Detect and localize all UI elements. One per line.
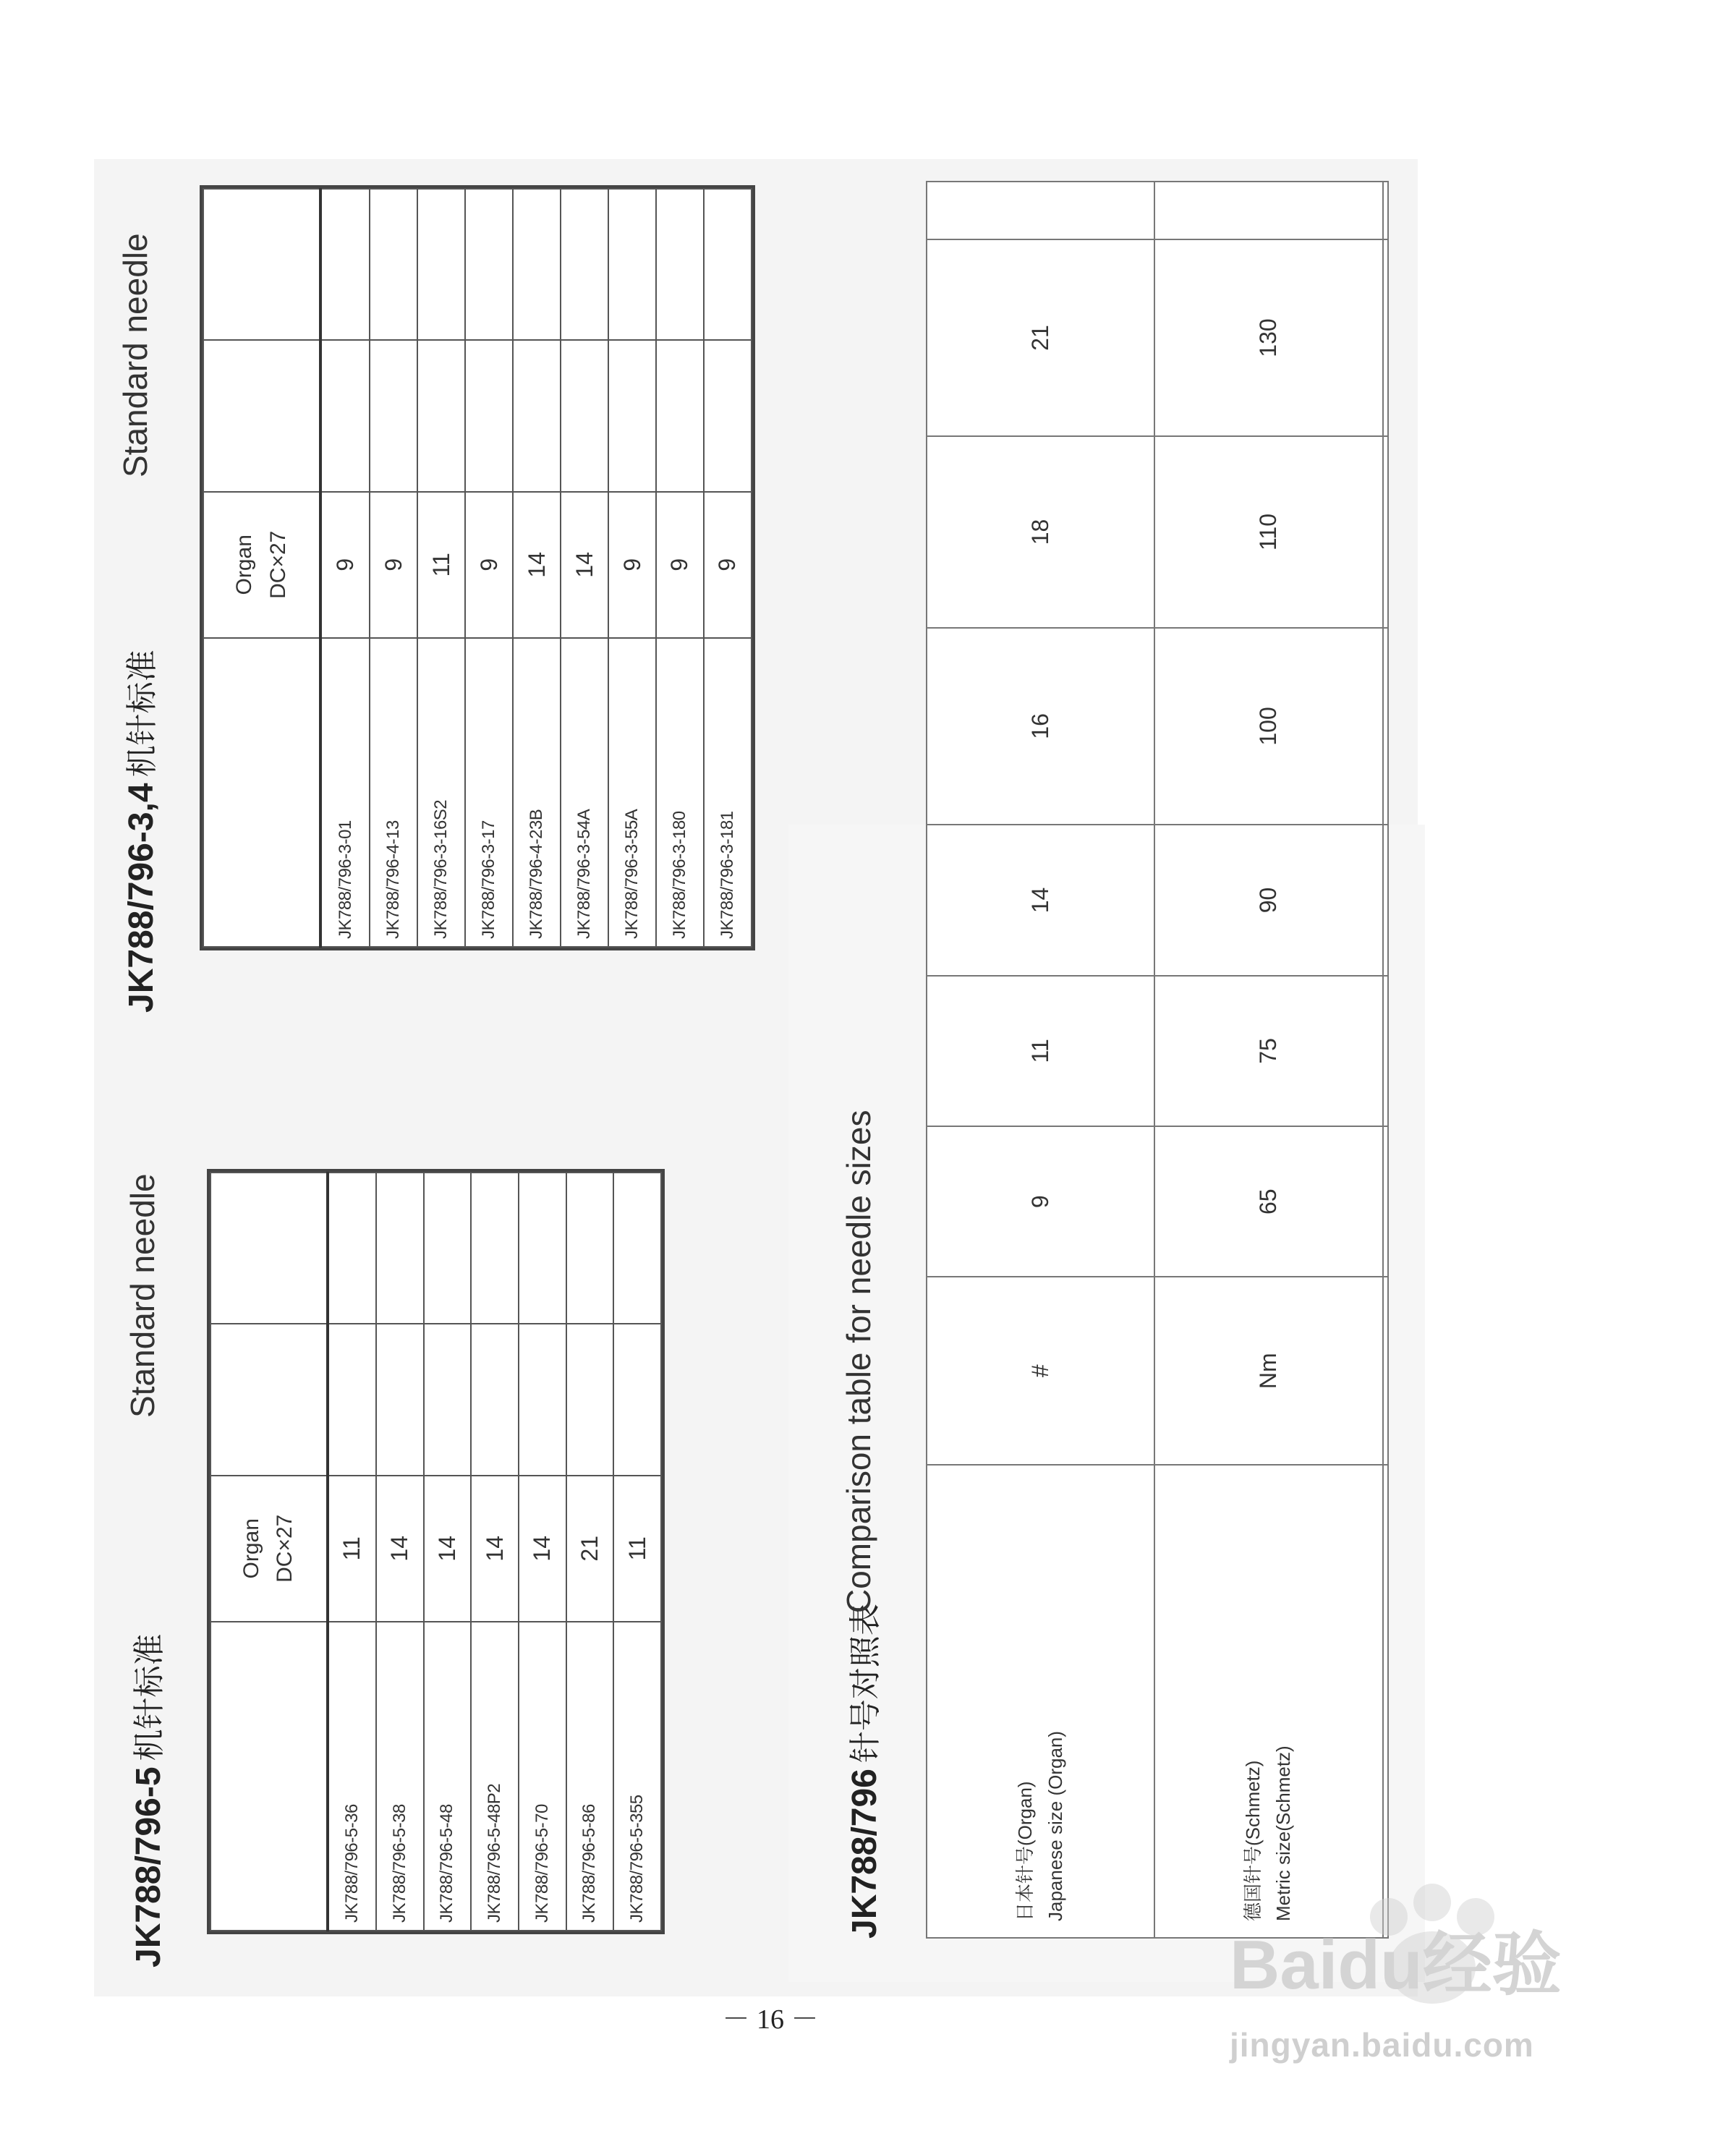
watermark-brand: Baidu经验	[1230, 1926, 1562, 2004]
blank-header-cell	[210, 1173, 328, 1324]
needle-size-cell: 14	[376, 1476, 424, 1622]
table-row	[513, 189, 561, 947]
needle-size-cell: 9	[320, 492, 370, 638]
table3-en-title: Comparison table for needle sizes	[840, 1110, 877, 1613]
organ-label: Organ	[239, 1518, 263, 1579]
size-value-cell: 130	[1154, 239, 1382, 437]
size-label-en: Metric size(Schmetz)	[1272, 1745, 1294, 1921]
size-value-cell: 11	[927, 976, 1154, 1126]
empty-cell	[519, 1324, 566, 1475]
needle-size-cell: 9	[465, 492, 513, 638]
needle-model-cell: JK788/796-5-70	[519, 1622, 566, 1931]
empty-cell	[1383, 1277, 1388, 1465]
organ-header-cell	[210, 1476, 328, 1622]
needle-model-cell: JK788/796-3-181	[704, 638, 752, 947]
needle-size-cell: 9	[370, 492, 417, 638]
needle-model-cell: JK788/796-5-36	[328, 1622, 376, 1931]
needle-model-cell: JK788/796-5-38	[376, 1622, 424, 1931]
size-value-cell: 9	[927, 1126, 1154, 1277]
size-label-cn: 日本针号(Organ)	[1014, 1781, 1037, 1921]
table-row	[417, 189, 465, 947]
comparison-row	[1383, 182, 1388, 1938]
size-value-cell: 16	[927, 628, 1154, 825]
empty-cell	[424, 1173, 472, 1324]
empty-cell	[566, 1173, 614, 1324]
table2-cn-title: 机针标准	[124, 650, 160, 778]
dc27-label: DC×27	[265, 530, 290, 599]
table1-model-title: JK788/796-5	[129, 1766, 168, 1968]
needle-size-cell: 11	[328, 1476, 376, 1622]
comparison-table	[926, 181, 1389, 1939]
empty-cell	[328, 1173, 376, 1324]
dc27-label: DC×27	[273, 1514, 297, 1583]
blank-header-cell	[210, 1622, 328, 1931]
table3-model-title: JK788/796	[846, 1769, 884, 1939]
empty-cell	[370, 340, 417, 491]
table-row	[370, 189, 417, 947]
empty-cell	[376, 1324, 424, 1475]
empty-cell	[927, 182, 1154, 239]
table2-en-title: Standard needle	[116, 233, 154, 477]
empty-cell	[370, 189, 417, 340]
empty-cell	[320, 189, 370, 340]
empty-cell	[613, 1173, 661, 1324]
size-label-cn: 德国针号(Schmetz)	[1242, 1760, 1264, 1921]
empty-cell	[376, 1173, 424, 1324]
table2	[203, 188, 752, 948]
unit-cell: Nm	[1154, 1277, 1382, 1465]
size-label-cell	[927, 1465, 1154, 1938]
needle-model-cell: JK788/796-5-355	[613, 1622, 661, 1931]
empty-cell	[471, 1173, 519, 1324]
page-number: － 16 －	[722, 2004, 819, 2035]
needle-size-cell: 11	[613, 1476, 661, 1622]
size-value-cell: 100	[1154, 628, 1382, 825]
empty-cell	[1383, 182, 1388, 239]
size-value-cell: 110	[1154, 436, 1382, 627]
table-row	[656, 189, 704, 947]
needle-size-cell: 9	[608, 492, 656, 638]
blank-header-cell	[203, 340, 320, 491]
table3-cn-title: 针号对照表	[848, 1604, 883, 1764]
empty-cell	[704, 189, 752, 340]
needle-model-cell: JK788/796-5-86	[566, 1622, 614, 1931]
empty-cell	[566, 1324, 614, 1475]
table-row	[561, 189, 608, 947]
empty-cell	[1154, 182, 1382, 239]
table-row	[320, 189, 370, 947]
table-row	[328, 1173, 376, 1931]
organ-label: Organ	[232, 535, 257, 595]
header-row	[210, 1173, 328, 1931]
empty-cell	[1383, 976, 1388, 1126]
table1	[210, 1172, 662, 1931]
needle-size-cell: 21	[566, 1476, 614, 1622]
table-row	[608, 189, 656, 947]
header-row	[203, 189, 320, 947]
needle-model-cell: JK788/796-5-48	[424, 1622, 472, 1931]
size-value-cell: 75	[1154, 976, 1382, 1126]
size-value-cell: 18	[927, 436, 1154, 627]
empty-cell	[704, 340, 752, 491]
empty-cell	[519, 1173, 566, 1324]
needle-size-cell: 14	[561, 492, 608, 638]
table-row	[376, 1173, 424, 1931]
table-row	[465, 189, 513, 947]
empty-cell	[424, 1324, 472, 1475]
size-value-cell: 14	[927, 825, 1154, 975]
empty-cell	[608, 340, 656, 491]
table1-en-title: Standard needle	[124, 1173, 161, 1418]
empty-cell	[561, 189, 608, 340]
needle-model-cell: JK788/796-3-17	[465, 638, 513, 947]
empty-cell	[320, 340, 370, 491]
empty-cell	[465, 340, 513, 491]
comparison-row	[927, 182, 1154, 1938]
needle-size-cell: 14	[519, 1476, 566, 1622]
empty-cell	[1383, 239, 1388, 437]
table-row	[613, 1173, 661, 1931]
size-label-en: Japanese size (Organ)	[1044, 1730, 1066, 1921]
empty-cell	[513, 189, 561, 340]
blank-header-cell	[210, 1324, 328, 1475]
blank-header-cell	[203, 638, 320, 947]
size-value-cell: 90	[1154, 825, 1382, 975]
needle-size-cell: 9	[656, 492, 704, 638]
empty-cell	[1383, 436, 1388, 627]
empty-cell	[417, 189, 465, 340]
empty-cell	[417, 340, 465, 491]
empty-cell	[328, 1324, 376, 1475]
empty-cell	[471, 1324, 519, 1475]
organ-header-cell	[203, 492, 320, 638]
table-row	[519, 1173, 566, 1931]
needle-model-cell: JK788/796-5-48P2	[471, 1622, 519, 1931]
needle-model-cell: JK788/796-3-16S2	[417, 638, 465, 947]
needle-size-cell: 11	[417, 492, 465, 638]
needle-model-cell: JK788/796-3-01	[320, 638, 370, 947]
needle-model-cell: JK788/796-3-54A	[561, 638, 608, 947]
needle-model-cell: JK788/796-4-23B	[513, 638, 561, 947]
size-value-cell: 65	[1154, 1126, 1382, 1277]
needle-size-cell: 14	[471, 1476, 519, 1622]
empty-cell	[656, 189, 704, 340]
needle-model-cell: JK788/796-4-13	[370, 638, 417, 947]
table-row	[424, 1173, 472, 1931]
table1-cn-title: 机针标准	[132, 1633, 167, 1761]
table-row	[566, 1173, 614, 1931]
empty-cell	[656, 340, 704, 491]
needle-model-cell: JK788/796-3-180	[656, 638, 704, 947]
empty-cell	[1383, 1126, 1388, 1277]
empty-cell	[561, 340, 608, 491]
table-row	[704, 189, 752, 947]
needle-model-cell: JK788/796-3-55A	[608, 638, 656, 947]
table-row	[471, 1173, 519, 1931]
needle-size-cell: 9	[704, 492, 752, 638]
empty-cell	[613, 1324, 661, 1475]
size-value-cell: 21	[927, 239, 1154, 437]
empty-cell	[1383, 825, 1388, 975]
needle-size-cell: 14	[424, 1476, 472, 1622]
empty-cell	[465, 189, 513, 340]
comparison-row	[1154, 182, 1382, 1938]
blank-header-cell	[203, 189, 320, 340]
watermark-url: jingyan.baidu.com	[1230, 2026, 1534, 2064]
table2-model-title: JK788/796-3,4	[122, 783, 161, 1013]
needle-size-cell: 14	[513, 492, 561, 638]
empty-cell	[513, 340, 561, 491]
empty-cell	[608, 189, 656, 340]
unit-cell: #	[927, 1277, 1154, 1465]
empty-cell	[1383, 628, 1388, 825]
